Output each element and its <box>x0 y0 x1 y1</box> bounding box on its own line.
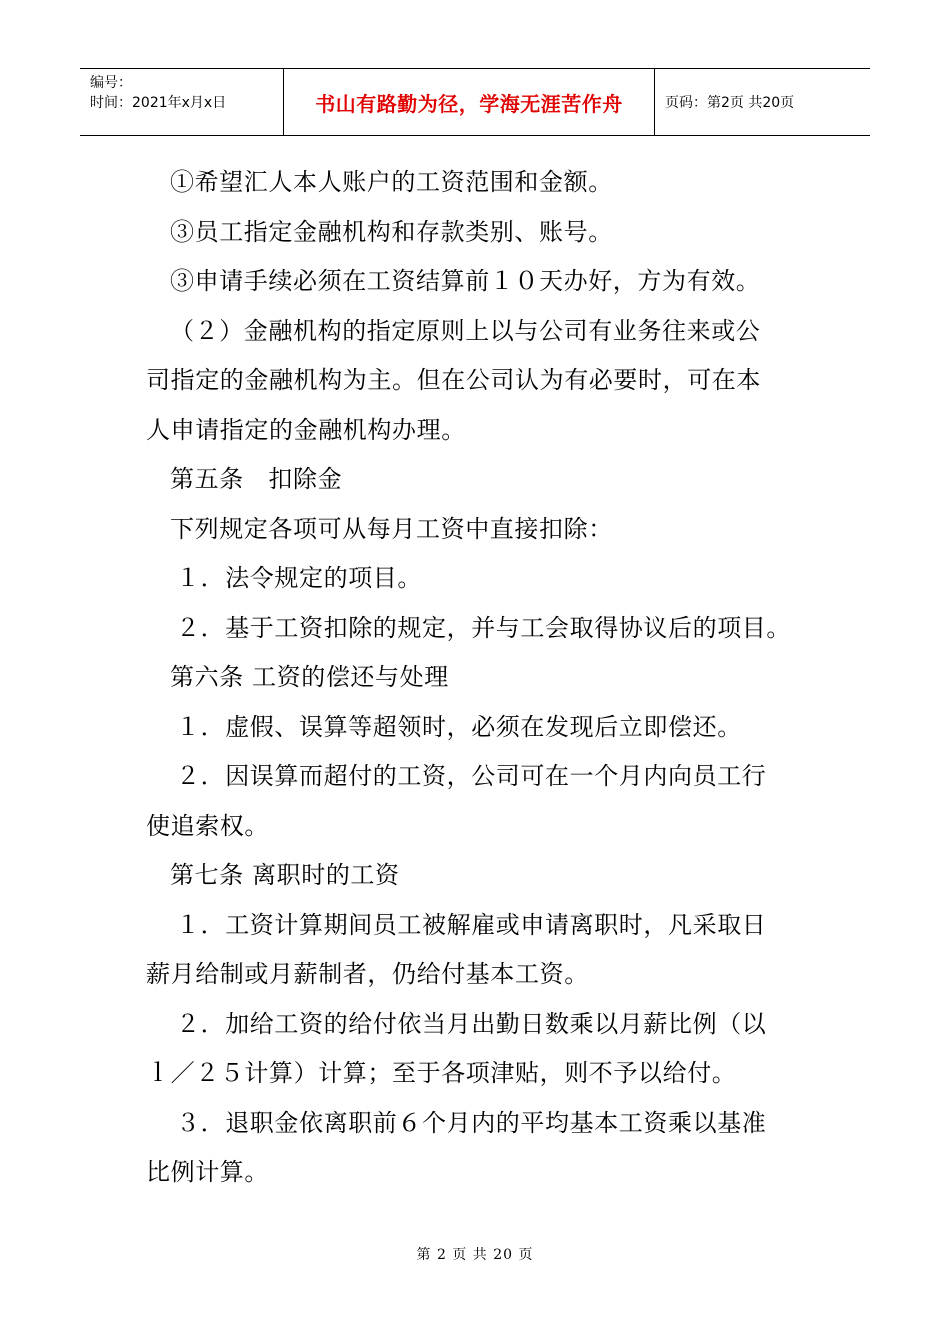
body-line: 司指定的金融机构为主。但在公司认为有必要时，可在本 <box>146 366 761 394</box>
header-meta <box>80 69 283 135</box>
body-line: ①希望汇人本人账户的工资范围和金额。 <box>170 168 613 196</box>
body-line: 人申请指定的金融机构办理。 <box>146 415 466 444</box>
page-footer: 第 2 页 共 20 页 <box>416 1247 534 1263</box>
document-header <box>80 68 870 136</box>
body-line: 使追索权。 <box>146 811 269 840</box>
section-heading: 第七条 离职时的工资 <box>170 861 400 889</box>
list-item: ２．加给工资的给付依当月出勤日数乘以月薪比例（以 <box>176 1009 767 1038</box>
body-line: 下列规定各项可从每月工资中直接扣除： <box>170 514 613 543</box>
document-number-label: 编号： <box>90 75 132 91</box>
header-motto: 书山有路勤为径，学海无涯苦作舟 <box>315 91 623 116</box>
body-line: 薪月给制或月薪制者，仍给付基本工资。 <box>146 960 589 988</box>
document-time-label: 时间：2021年x月x日 <box>90 95 227 111</box>
document-body <box>146 158 810 1198</box>
header-page-info: 页码：第2页 共20页 <box>665 95 795 111</box>
section-heading: 第六条 工资的偿还与处理 <box>170 663 449 691</box>
header-motto-cell <box>283 69 655 135</box>
body-line: ｌ／２５计算）计算；至于各项津贴，则不予以给付。 <box>146 1059 737 1087</box>
body-line: 比例计算。 <box>146 1158 269 1186</box>
body-line: （２）金融机构的指定原则上以与公司有业务往来或公 <box>170 316 761 345</box>
list-item: １．虚假、误算等超领时，必须在发现后立即偿还。 <box>176 712 742 741</box>
list-item: ３．退职金依离职前６个月内的平均基本工资乘以基准 <box>176 1108 767 1137</box>
list-item: ２．因误算而超付的工资，公司可在一个月内向员工行 <box>176 762 767 790</box>
list-item: １．法令规定的项目。 <box>176 564 422 592</box>
section-heading: 第五条 扣除金 <box>170 465 343 493</box>
list-item: １．工资计算期间员工被解雇或申请离职时，凡采取日 <box>176 910 767 939</box>
body-line: ③员工指定金融机构和存款类别、账号。 <box>170 217 613 246</box>
list-item: ２．基于工资扣除的规定，并与工会取得协议后的项目。 <box>176 613 791 642</box>
body-line: ③申请手续必须在工资结算前１０天办好，方为有效。 <box>170 267 761 295</box>
